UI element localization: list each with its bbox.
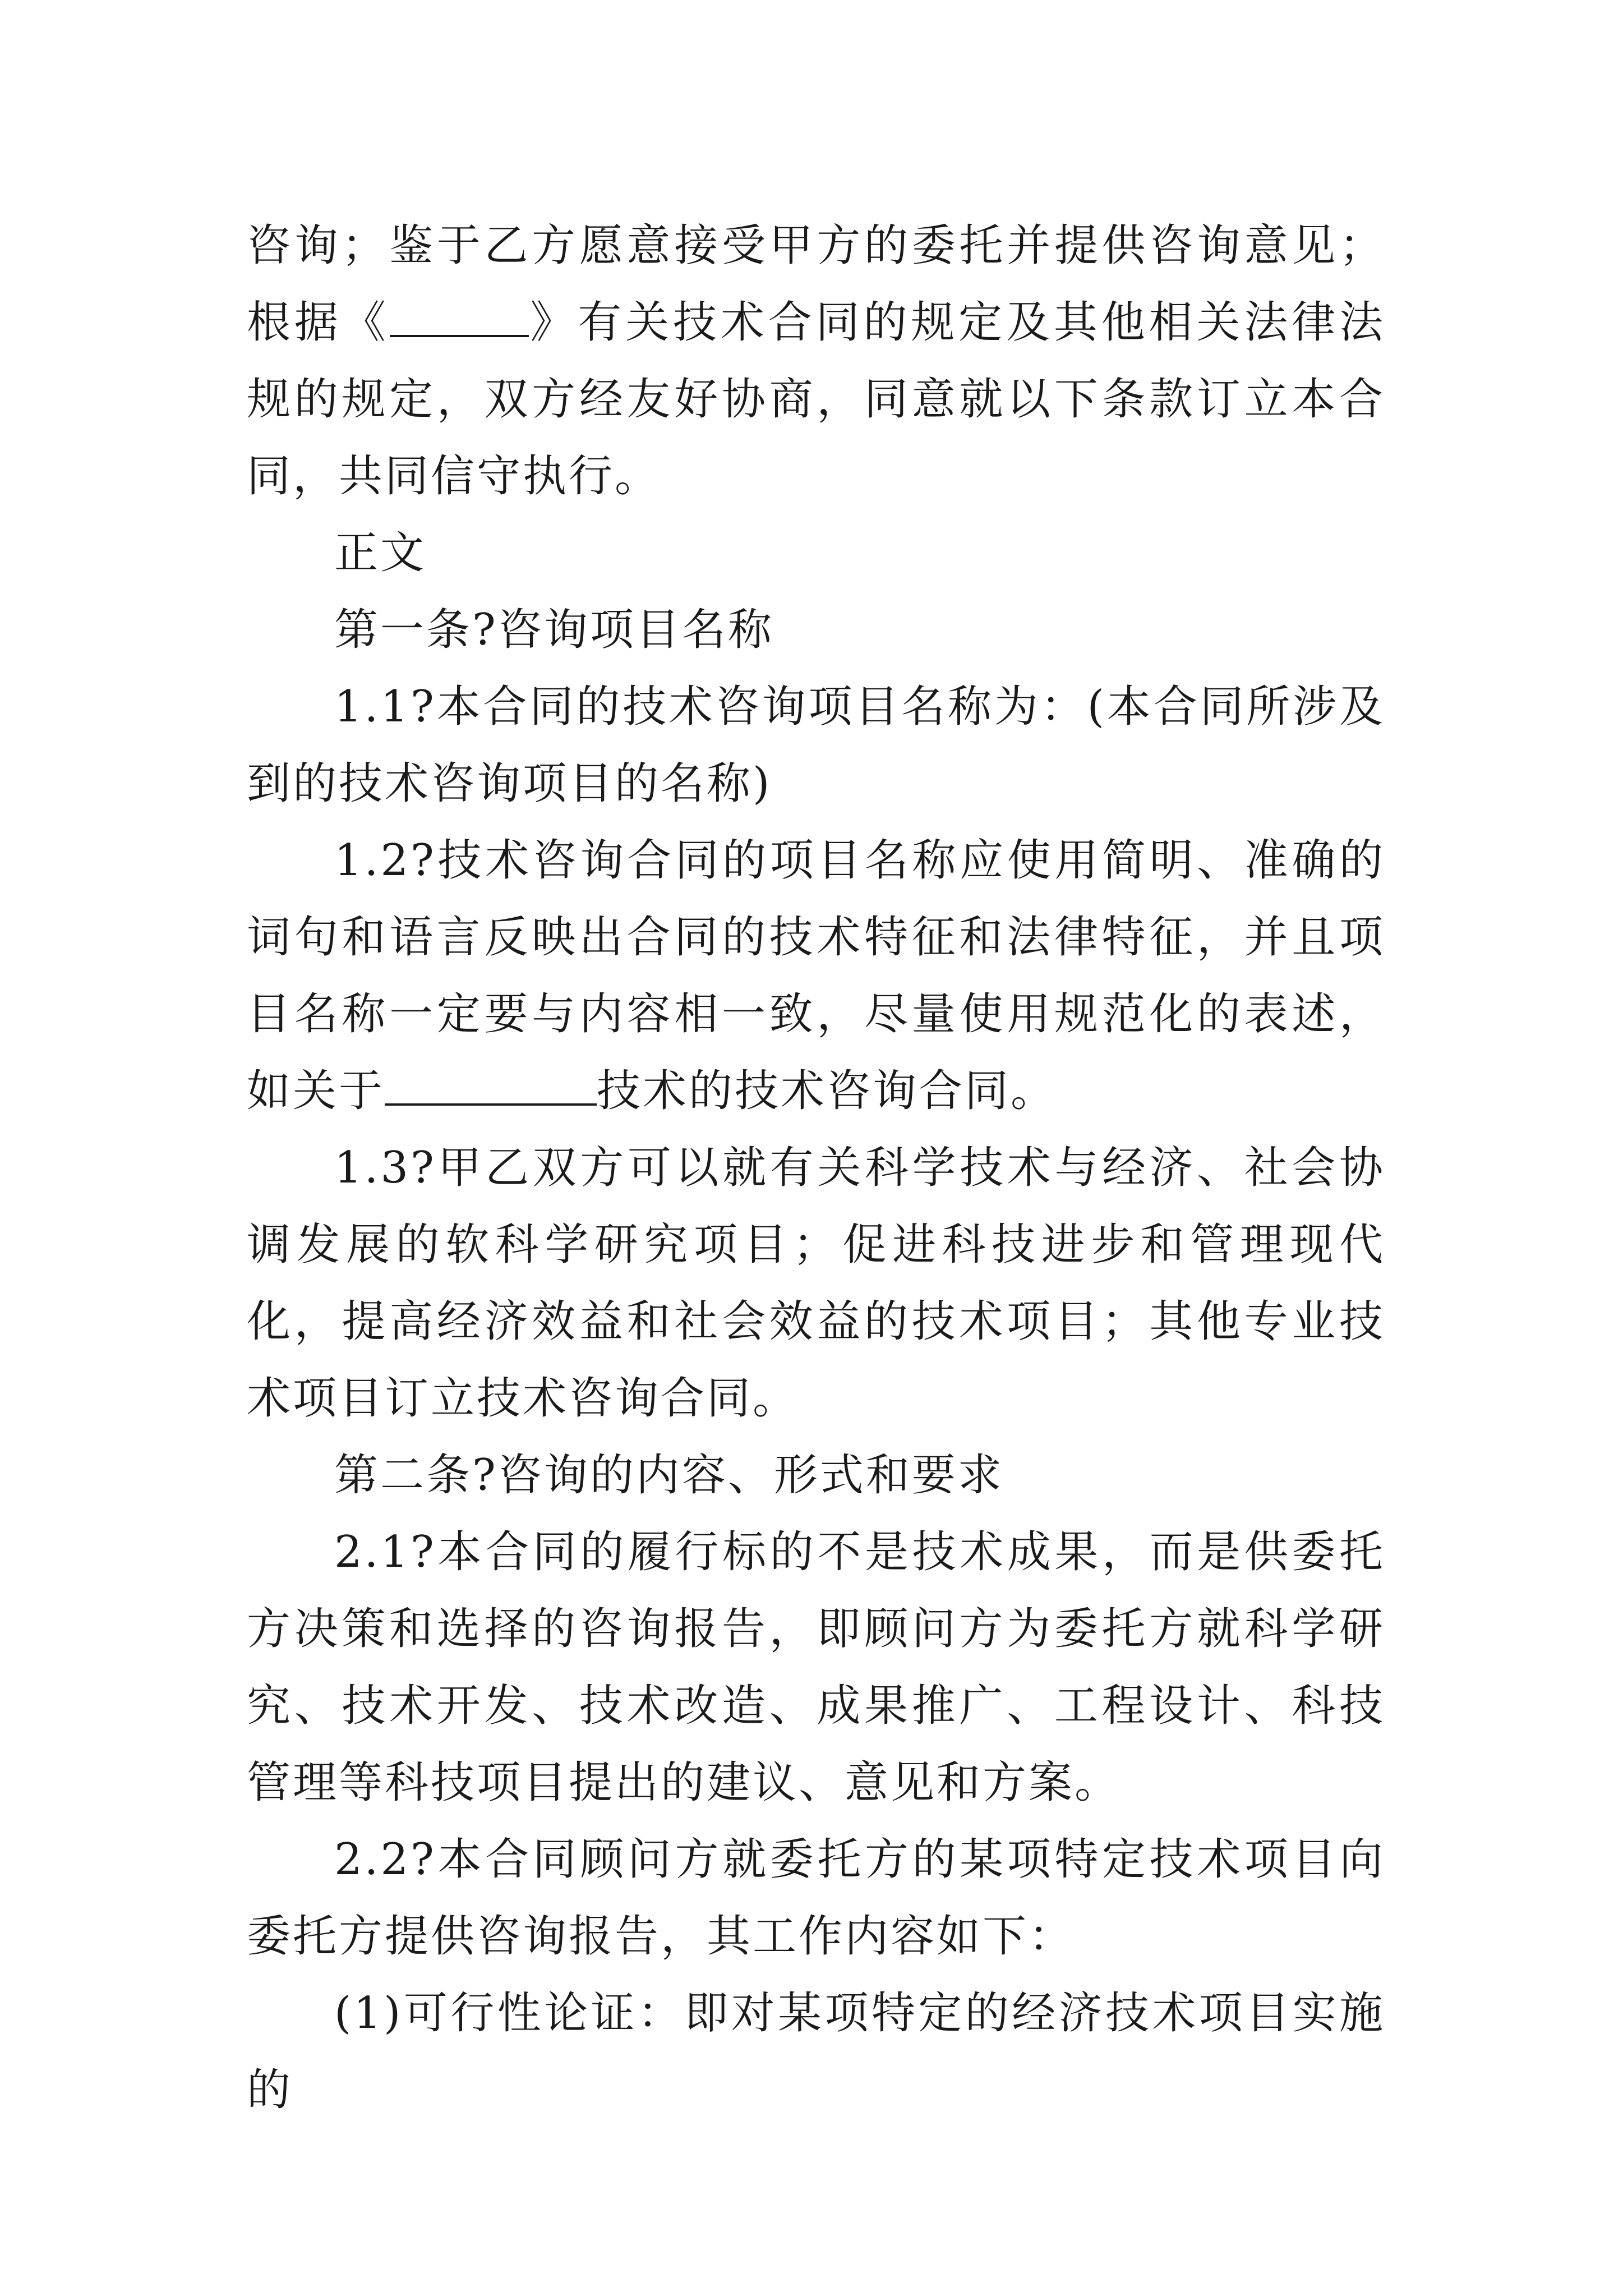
intro-text-b: 》有关技术合同的规定及其他相关法律法规的规定，双方经友好协商，同意就以下条款订立本合同，共同信守执行。 [247,297,1385,501]
clause-1-2-text-b: 技术的技术咨询合同。 [597,1066,1057,1116]
intro-text-a: 咨询；鉴于乙方愿意接受甲方的委托并提供咨询意见；根据《 [247,220,1385,348]
clause-1-1: 1.1?本合同的技术咨询项目名称为：(本合同所涉及到的技术咨询项目的名称) [247,682,1385,809]
technology-name-blank [385,1069,597,1106]
article-2-title: 第二条?咨询的内容、形式和要求 [334,1450,1004,1501]
clause-2-2: 2.2?本合同顾问方就委托方的某项特定技术项目向委托方提供咨询报告，其工作内容如下： [247,1834,1385,1962]
article-1-title: 第一条?咨询项目名称 [334,605,774,655]
clause-2-1: 2.1?本合同的履行标的不是技术成果，而是供委托方决策和选择的咨询报告，即顾问方为委托方就科学研究、技术开发、技术改造、成果推广、工程设计、科技管理等科技项目提出的建议、意见和方案。 [247,1527,1385,1808]
body-heading: 正文 [334,528,427,578]
clause-2-2-item-1: (1)可行性论证：即对某项特定的经济技术项目实施的 [247,1988,1385,2115]
law-name-blank [390,300,529,337]
intro-paragraph [247,208,1385,515]
clause-1-3: 1.3?甲乙双方可以就有关科学技术与经济、社会协调发展的软科学研究项目；促进科技进步和管理现代化，提高经济效益和社会效益的技术项目；其他专业技术项目订立技术咨询合同。 [247,1143,1385,1424]
clause-1-2-text-a: 1.2?技术咨询合同的项目名称应使用简明、准确的词句和语言反映出合同的技术特征和法律特征，并且项目名称一定要与内容相一致，尽量使用规范化的表述，如关于 [247,835,1385,1116]
document-body [247,208,1385,2129]
clause-1-2 [247,822,1385,1130]
